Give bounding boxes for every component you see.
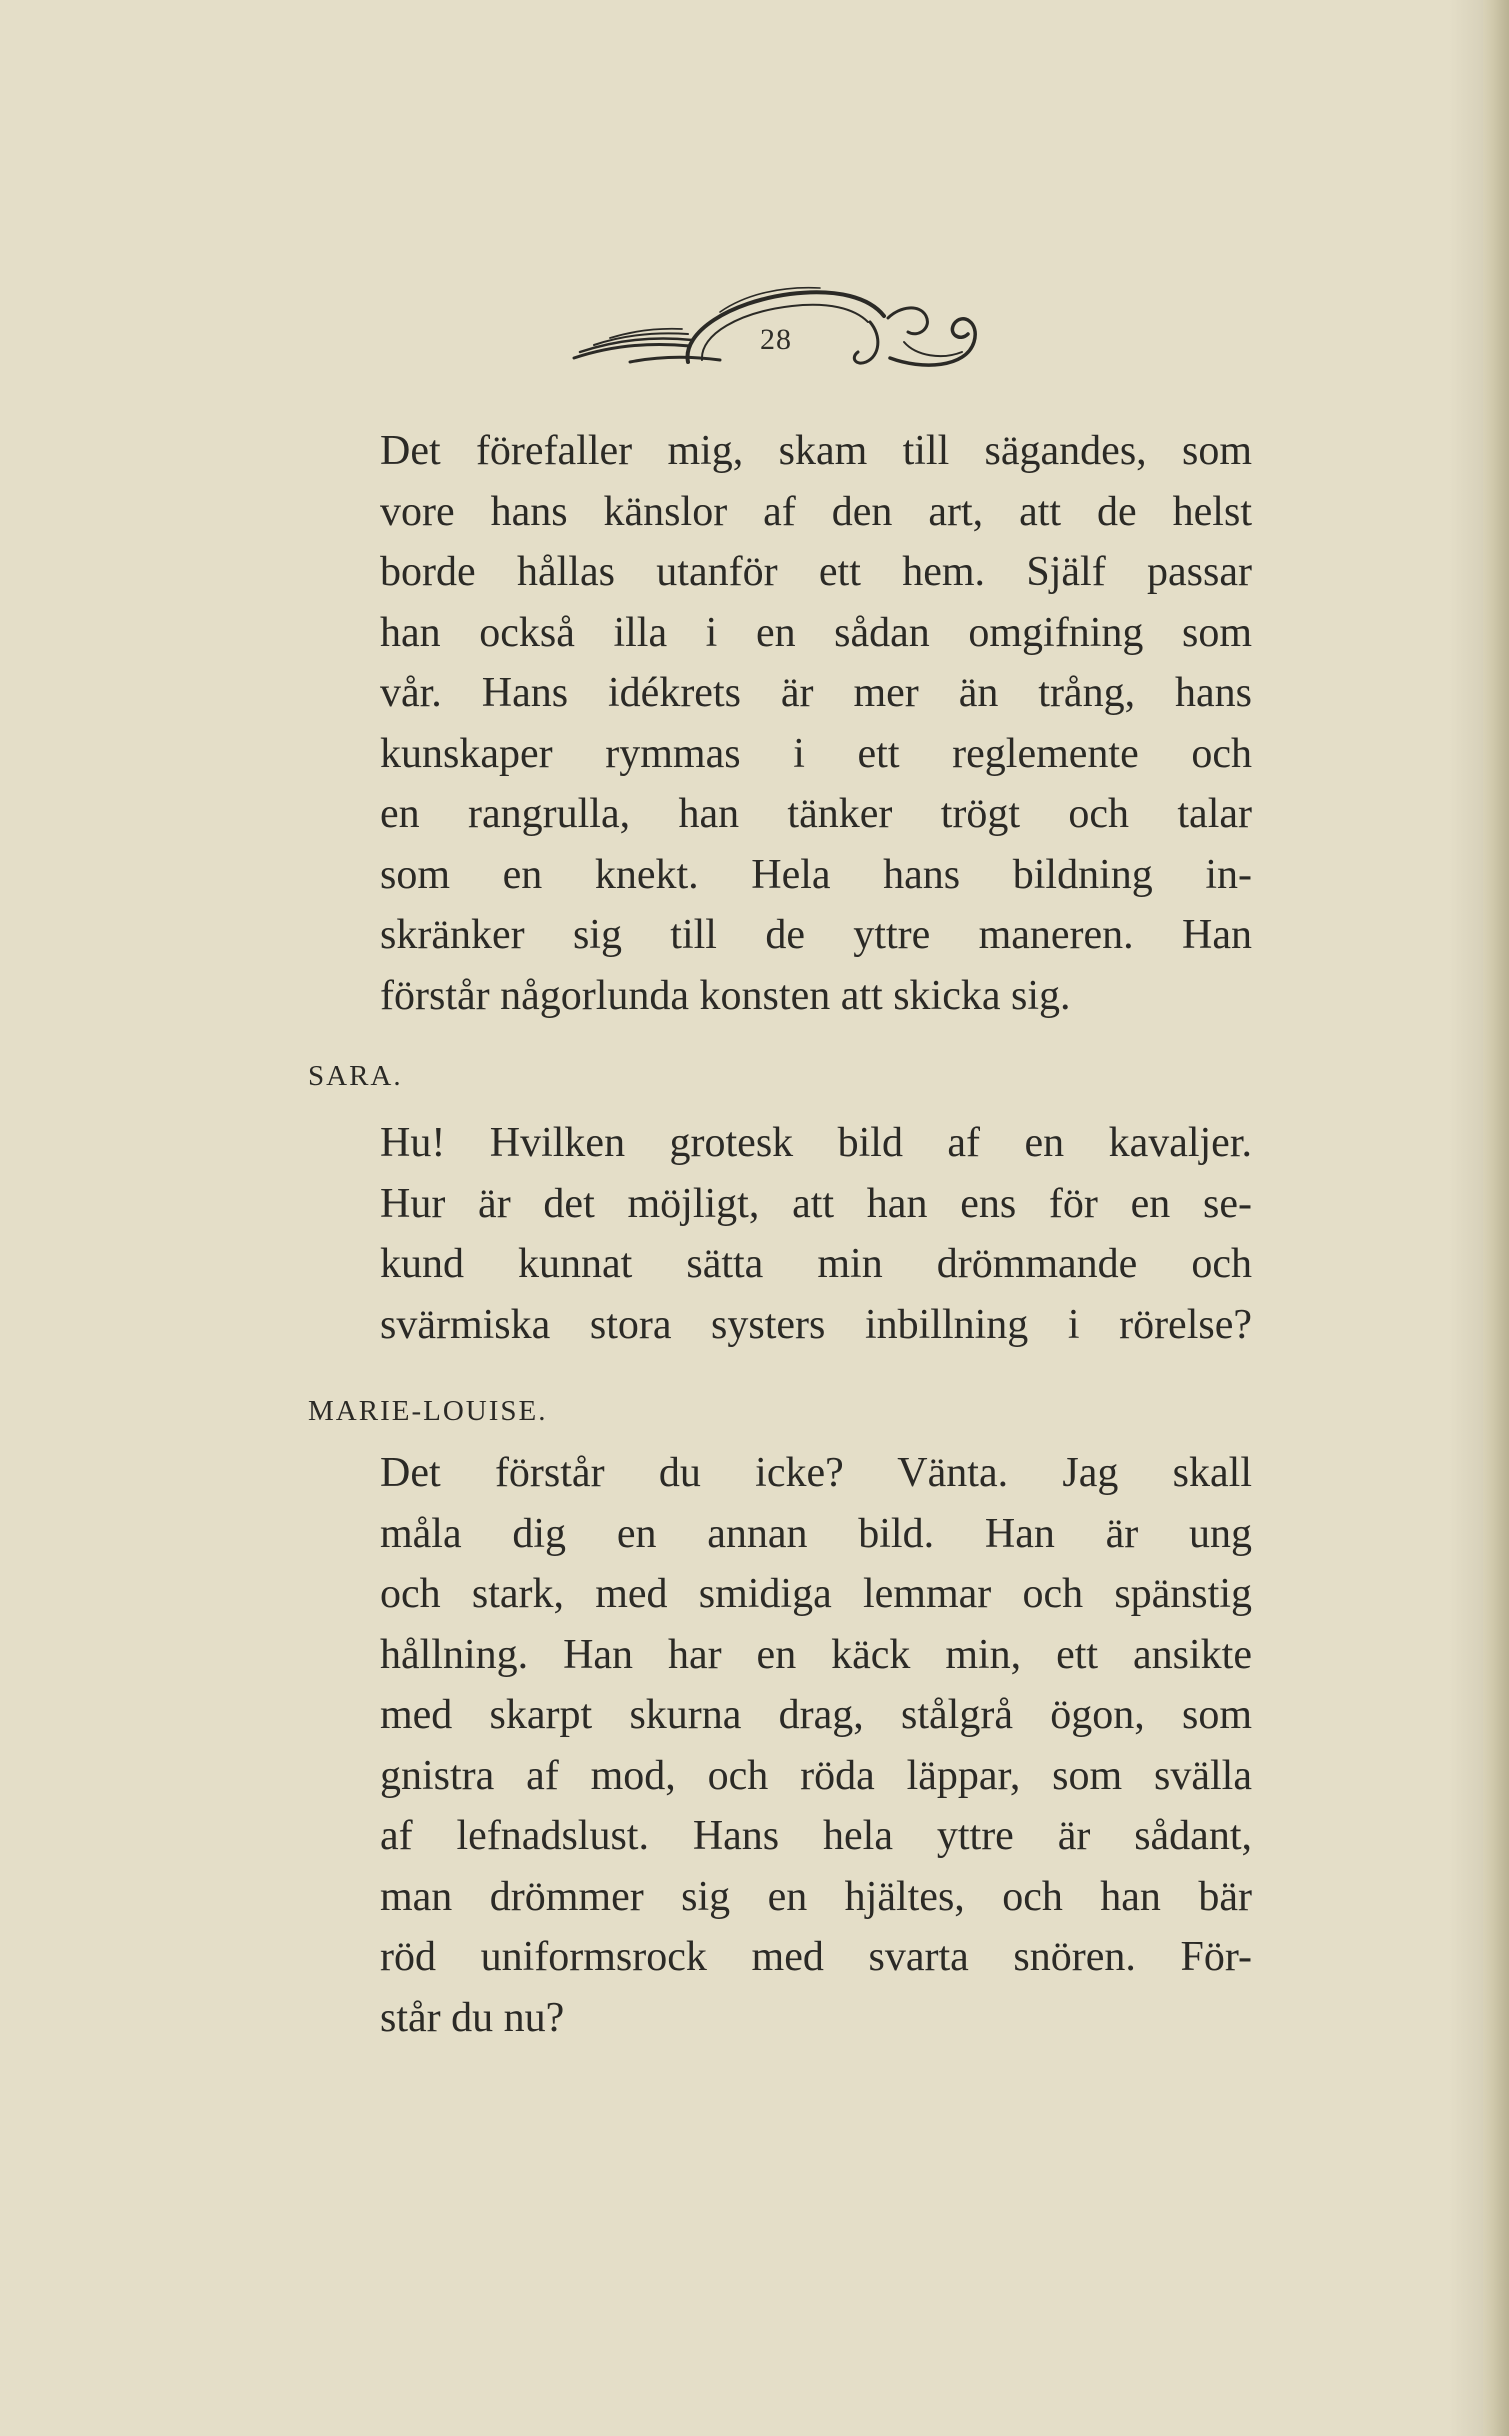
text-line: kund kunnat sätta min drömmande och xyxy=(380,1241,1252,1287)
speaker-sara: SARA. xyxy=(308,1060,403,1092)
text-line: kunskaper rymmas i ett reglemente och xyxy=(380,730,1252,777)
text-line: han också illa i en sådan omgifning som xyxy=(380,609,1252,656)
text-line: af lefnadslust. Hans hela yttre är sådant, xyxy=(380,1813,1252,1859)
text-line: måla dig en annan bild. Han är ung xyxy=(380,1510,1252,1557)
text-line: man drömmer sig en hjältes, och han bär xyxy=(380,1873,1252,1920)
page-number: 28 xyxy=(760,323,792,356)
paragraph-3 xyxy=(380,1443,1252,2048)
text-line: vår. Hans idékrets är mer än trång, hans xyxy=(380,670,1252,716)
text-line: med skarpt skurna drag, stålgrå ögon, som xyxy=(380,1692,1252,1738)
page-edge xyxy=(1483,0,1509,2436)
paragraph-1 xyxy=(380,421,1252,1026)
text-line: vore hans känslor af den art, att de helst xyxy=(380,488,1252,535)
text-line: en rangrulla, han tänker trögt och talar xyxy=(380,791,1252,837)
text-line: skränker sig till de yttre maneren. Han xyxy=(380,912,1252,958)
text-line: gnistra af mod, och röda läppar, som svälla xyxy=(380,1752,1252,1799)
text-line: som en knekt. Hela hans bildning in- xyxy=(380,851,1252,898)
speaker-marie-louise: MARIE-LOUISE. xyxy=(308,1395,548,1427)
text-line: Det förefaller mig, skam till sägandes, som xyxy=(380,428,1252,474)
text-line: och stark, med smidiga lemmar och spänstig xyxy=(380,1571,1252,1617)
text-line: hållning. Han har en käck min, ett ansikte xyxy=(380,1631,1252,1678)
text-line: Hur är det möjligt, att han ens för en se- xyxy=(380,1180,1252,1227)
text-line: röd uniformsrock med svarta snören. För- xyxy=(380,1934,1252,1980)
text-line: Det förstår du icke? Vänta. Jag skall xyxy=(380,1450,1252,1496)
paragraph-2 xyxy=(380,1113,1252,1355)
text-line: förstår någorlunda konsten att skicka sig. xyxy=(380,972,1071,1019)
text-line: Hu! Hvilken grotesk bild af en kavaljer. xyxy=(380,1120,1252,1166)
text-line: svärmiska stora systers inbillning i rörelse? xyxy=(380,1301,1252,1348)
text-line: står du nu? xyxy=(380,1994,565,2041)
text-line: borde hållas utanför ett hem. Själf passar xyxy=(380,549,1252,595)
